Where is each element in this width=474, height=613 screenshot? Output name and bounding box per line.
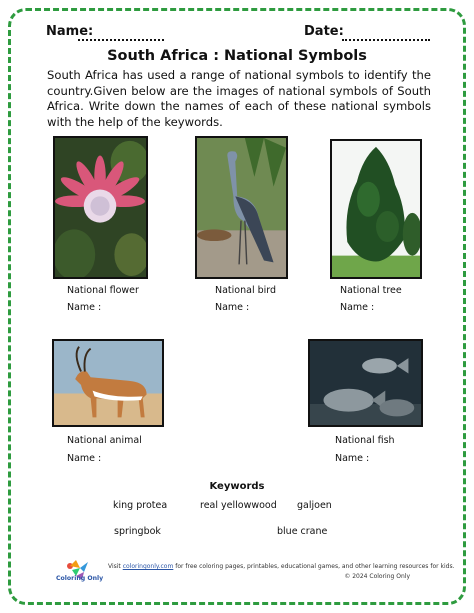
keyword-blue-crane: blue crane <box>277 526 328 537</box>
page-title: South Africa : National Symbols <box>107 48 367 64</box>
crane-photo <box>195 136 288 279</box>
date-label: Date: <box>304 24 344 39</box>
caption-national-animal: National animal <box>67 435 142 446</box>
date-write-line[interactable] <box>342 39 430 41</box>
footer-visit-suffix: for free coloring pages, printables, educational games, and other learning resources for kids. <box>173 563 455 570</box>
footer-visit-prefix: Visit <box>108 563 123 570</box>
animal-name-label: Name : <box>67 453 102 464</box>
tree-photo <box>330 139 422 279</box>
caption-national-bird: National bird <box>215 285 277 296</box>
springbok-photo <box>52 339 164 427</box>
footer-website-link[interactable]: coloringonly.com <box>122 563 174 570</box>
caption-national-fish: National fish <box>335 435 395 446</box>
keyword-real-yellowwood: real yellowwood <box>200 500 277 511</box>
flower-name-label: Name : <box>67 302 102 313</box>
tree-name-label: Name : <box>340 302 375 313</box>
name-label: Name: <box>46 24 94 39</box>
galjoen-photo <box>308 339 423 427</box>
fish-name-label: Name : <box>335 453 370 464</box>
keyword-springbok: springbok <box>114 526 161 537</box>
keyword-king-protea: king protea <box>113 500 168 511</box>
keywords-heading: Keywords <box>209 481 265 492</box>
intro-paragraph: South Africa has used a range of national symbols to identify the country.Given below are the images of national symbols of South Africa. Write down the names of each of these national symbols with the help of the keywords. <box>47 68 431 129</box>
footer-copyright: © 2024 Coloring Only <box>344 573 410 580</box>
caption-national-tree: National tree <box>340 285 402 296</box>
keyword-galjoen: galjoen <box>297 500 332 511</box>
footer-visit-text <box>108 563 454 570</box>
protea-photo <box>53 136 148 279</box>
bird-name-label: Name : <box>215 302 250 313</box>
caption-national-flower: National flower <box>67 285 139 296</box>
logo-text: Coloring Only <box>56 575 104 582</box>
name-write-line[interactable] <box>78 39 164 41</box>
